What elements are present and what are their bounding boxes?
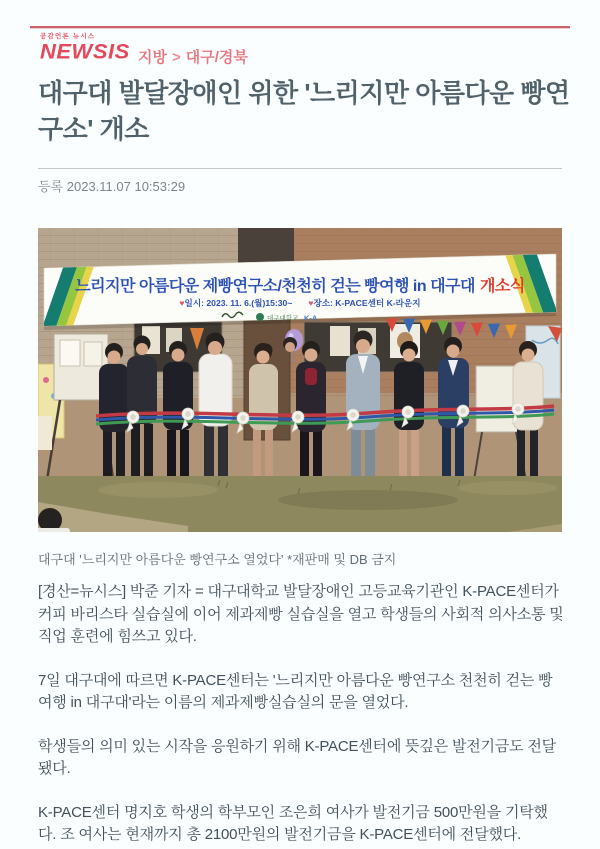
university-logo-text: 대구대학교	[267, 315, 299, 322]
banner-where: 장소: K-PACE센터 K-라운지	[313, 298, 421, 308]
paragraph: 학생들의 의미 있는 시작을 응원하기 위해 K-PACE센터에 뜻깊은 발전기금도 전달됐다.	[38, 737, 556, 777]
grass-ground	[38, 476, 562, 532]
ribbon-cutting-photo	[38, 228, 562, 532]
paragraph: K-PACE센터 명지호 학생의 학부모인 조은희 여사가 발전기금 500만원을 기탁했다. 조 여사는 현재까지 총 2100만원의 발전기금을 K-PACE센터에 전달했다.	[38, 803, 548, 843]
paragraph: [경산=뉴시스] 박준 기자 = 대구대학교 발달장애인 고등교육기관인 K-PACE센터가 커피 바리스타 실습실에 이어 제과제빵 실습실을 열고 학생들의 사회적 의사소통 및 직업 훈련에 힘쓰고 있다.	[38, 583, 564, 645]
breadcrumb-section[interactable]: 지방	[138, 49, 167, 66]
university-emblem-icon	[256, 313, 264, 321]
logo-text: NEWSIS	[40, 39, 130, 64]
banner-when: 일시: 2023. 11. 6.(월)15:30~	[184, 298, 293, 308]
breadcrumb-region[interactable]: 대구/경북	[185, 49, 248, 66]
upper-doorway	[238, 228, 294, 266]
heart-icon: ♥	[308, 298, 314, 308]
banner-title-main: 느리지만 아름다운 제빵연구소/천천히 걷는 빵여행 in 대구대	[75, 278, 475, 295]
article-body	[38, 581, 566, 849]
top-divider	[30, 26, 570, 29]
breadcrumb-separator: >	[171, 49, 181, 66]
meta-divider	[38, 168, 562, 169]
paragraph: 7일 대구대에 따르면 K-PACE센터는 '느리지만 아름다운 빵연구소 천천히 걷는 빵여행 in 대구대'라는 이름의 제과제빵실습실의 문을 열었다.	[38, 671, 553, 711]
newsis-logo[interactable]	[40, 33, 130, 64]
banner-title-accent: 개소식	[479, 278, 525, 295]
registered-date	[38, 176, 185, 195]
logo-tagline: 공감언론 뉴시스	[40, 33, 96, 40]
article-photo	[38, 228, 562, 532]
registered-datetime: 2023.11.07 10:53:29	[66, 179, 186, 194]
banner-title	[75, 276, 525, 295]
kpace-logo-text: K-A	[304, 313, 318, 323]
breadcrumb	[138, 46, 248, 67]
heart-icon: ♥	[179, 298, 185, 308]
photo-caption: 대구대 '느리지만 아름다운 빵연구소 열었다' *재판매 및 DB 금지	[38, 552, 397, 567]
article-title: 대구대 발달장애인 위한 '느리지만 아름다운 빵연구소' 개소	[38, 78, 570, 144]
registered-label: 등록	[38, 179, 64, 194]
